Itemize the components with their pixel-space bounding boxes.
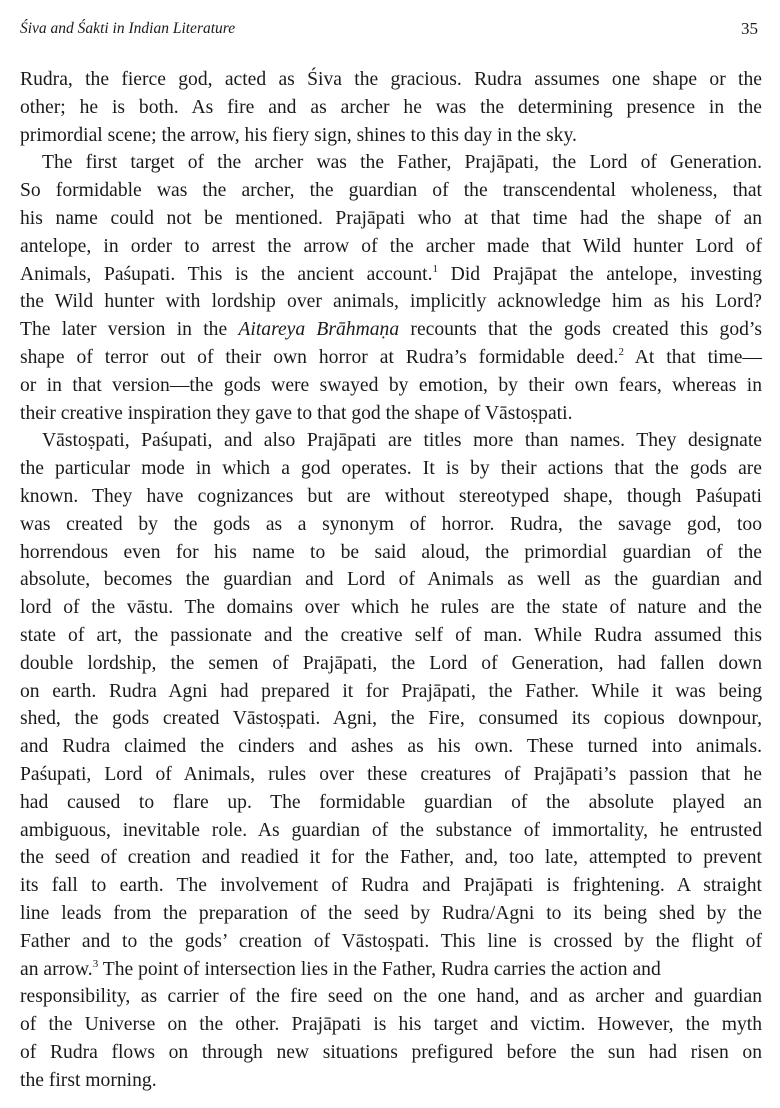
- text-segment: state of art, the passionate and the creative self of man. While Rudra assumed this: [20, 624, 762, 646]
- page-number: 35: [741, 19, 758, 38]
- text-line: [20, 233, 762, 261]
- text-segment: their creative inspiration they gave to that god the shape of Vāstoṣpati.: [20, 402, 573, 424]
- text-line: [20, 372, 762, 400]
- text-line: [20, 566, 762, 594]
- text-line: [20, 733, 762, 761]
- text-line: [20, 94, 762, 122]
- text-segment: So formidable was the archer, the guardian of the transcendental wholeness, that: [20, 180, 762, 202]
- text-line: [20, 122, 762, 150]
- text-segment: double lordship, the semen of Prajāpati, the Lord of Generation, had fallen down: [20, 652, 762, 674]
- text-segment: an arrow.: [20, 958, 93, 980]
- text-segment: primordial scene; the arrow, his fiery sign, shines to this day in the sky.: [20, 124, 577, 146]
- italic-title: Aitareya Brāhmaṇa: [238, 319, 400, 341]
- text-segment: other; he is both. As fire and as archer he was the determining presence in the: [20, 96, 762, 118]
- text-segment: antelope, in order to arrest the arrow of the archer made that Wild hunter Lord of: [20, 235, 762, 257]
- text-line: [20, 1011, 762, 1039]
- text-line: [20, 539, 762, 567]
- text-segment: the seed of creation and readied it for the Father, and, too late, attempted to prevent: [20, 847, 762, 869]
- text-segment: was created by the gods as a synonym of horror. Rudra, the savage god, too: [20, 513, 762, 535]
- text-line: [20, 622, 762, 650]
- paragraph: [20, 427, 762, 1094]
- text-segment: The point of intersection lies in the Father, Rudra carries the action and: [98, 958, 661, 980]
- text-line: [20, 261, 762, 289]
- text-segment: recounts that the gods created this god’s: [399, 319, 762, 341]
- text-line: [20, 400, 762, 428]
- text-segment: had caused to flare up. The formidable guardian of the absolute played an: [20, 791, 762, 813]
- text-segment: Father and to the gods’ creation of Vāstoṣpati. This line is crossed by the flight of: [20, 930, 762, 952]
- text-segment: shed, the gods created Vāstoṣpati. Agni, the Fire, consumed its copious downpour,: [20, 708, 762, 730]
- text-line: [20, 344, 762, 372]
- text-line: [20, 1067, 762, 1095]
- text-line: [20, 511, 762, 539]
- running-title: Śiva and Śakti in Indian Literature: [20, 20, 236, 37]
- text-line: [20, 288, 762, 316]
- text-segment: of Rudra flows on through new situations prefigured before the sun had risen on: [20, 1041, 762, 1063]
- text-segment: Did Prajāpat the antelope, investing: [438, 263, 762, 285]
- text-segment: his name could not be mentioned. Prajāpati who at that time had the shape of an: [20, 207, 762, 229]
- text-line: [20, 483, 762, 511]
- text-line: [20, 1039, 762, 1067]
- text-segment: known. They have cognizances but are without stereotyped shape, though Paśupati: [20, 485, 762, 507]
- paragraph: [20, 66, 762, 149]
- text-segment: the Wild hunter with lordship over animals, implicitly acknowledge him as his Lord?: [20, 291, 762, 313]
- text-segment: the first morning.: [20, 1069, 157, 1091]
- text-line: [20, 983, 762, 1011]
- text-line: [20, 844, 762, 872]
- text-segment: Paśupati, Lord of Animals, rules over these creatures of Prajāpati’s passion that he: [20, 763, 762, 785]
- text-line: [20, 789, 762, 817]
- text-line: [20, 761, 762, 789]
- text-segment: line leads from the preparation of the seed by Rudra/Agni to its being shed by the: [20, 902, 762, 924]
- text-line: [20, 455, 762, 483]
- text-segment: The later version in the: [20, 319, 239, 341]
- text-line: [20, 149, 762, 177]
- text-line: [20, 650, 762, 678]
- text-segment: absolute, becomes the guardian and Lord of Animals as well as the guardian and: [20, 569, 762, 591]
- text-line: [20, 956, 762, 984]
- text-segment: Vāstoṣpati, Paśupati, and also Prajāpati are titles more than names. They designate: [42, 430, 762, 452]
- text-segment: and Rudra claimed the cinders and ashes as his own. These turned into animals.: [20, 736, 762, 758]
- text-line: [20, 900, 762, 928]
- text-segment: The first target of the archer was the Father, Prajāpati, the Lord of Generation.: [42, 152, 762, 174]
- text-segment: responsibility, as carrier of the fire seed on the one hand, and as archer and guardian: [20, 986, 762, 1008]
- text-line: [20, 205, 762, 233]
- text-segment: Rudra, the fierce god, acted as Śiva the gracious. Rudra assumes one shape or the: [20, 69, 762, 90]
- text-segment: the particular mode in which a god operates. It is by their actions that the gods are: [20, 458, 762, 480]
- text-line: [20, 66, 762, 94]
- text-segment: on earth. Rudra Agni had prepared it for Prajāpati, the Father. While it was being: [20, 680, 762, 702]
- text-line: [20, 928, 762, 956]
- paragraph: [20, 149, 762, 427]
- text-line: [20, 872, 762, 900]
- text-line: [20, 705, 762, 733]
- body-text: [20, 66, 762, 1094]
- text-segment: ambiguous, inevitable role. As guardian of the substance of immortality, he entrusted: [20, 819, 762, 841]
- text-segment: or in that version—the gods were swayed by emotion, by their own fears, whereas in: [20, 374, 762, 396]
- text-segment: Animals, Paśupati. This is the ancient account.: [20, 263, 433, 285]
- text-segment: of the Universe on the other. Prajāpati is his target and victim. However, the myth: [20, 1014, 762, 1036]
- text-line: [20, 678, 762, 706]
- text-line: [20, 427, 762, 455]
- text-segment: lord of the vāstu. The domains over which he rules are the state of nature and the: [20, 597, 762, 619]
- text-line: [20, 594, 762, 622]
- text-segment: At that time—: [623, 346, 762, 368]
- text-segment: shape of terror out of their own horror at Rudra’s formidable deed.: [20, 346, 619, 368]
- footnote-marker: 3: [92, 957, 99, 970]
- text-segment: its fall to earth. The involvement of Rudra and Prajāpati is frightening. A straight: [20, 875, 762, 897]
- text-line: [20, 316, 762, 344]
- text-segment: horrendous even for his name to be said aloud, the primordial guardian of the: [20, 541, 762, 563]
- text-line: [20, 817, 762, 845]
- text-line: [20, 177, 762, 205]
- footnote-marker: 2: [618, 345, 624, 358]
- footnote-marker: 1: [432, 262, 438, 275]
